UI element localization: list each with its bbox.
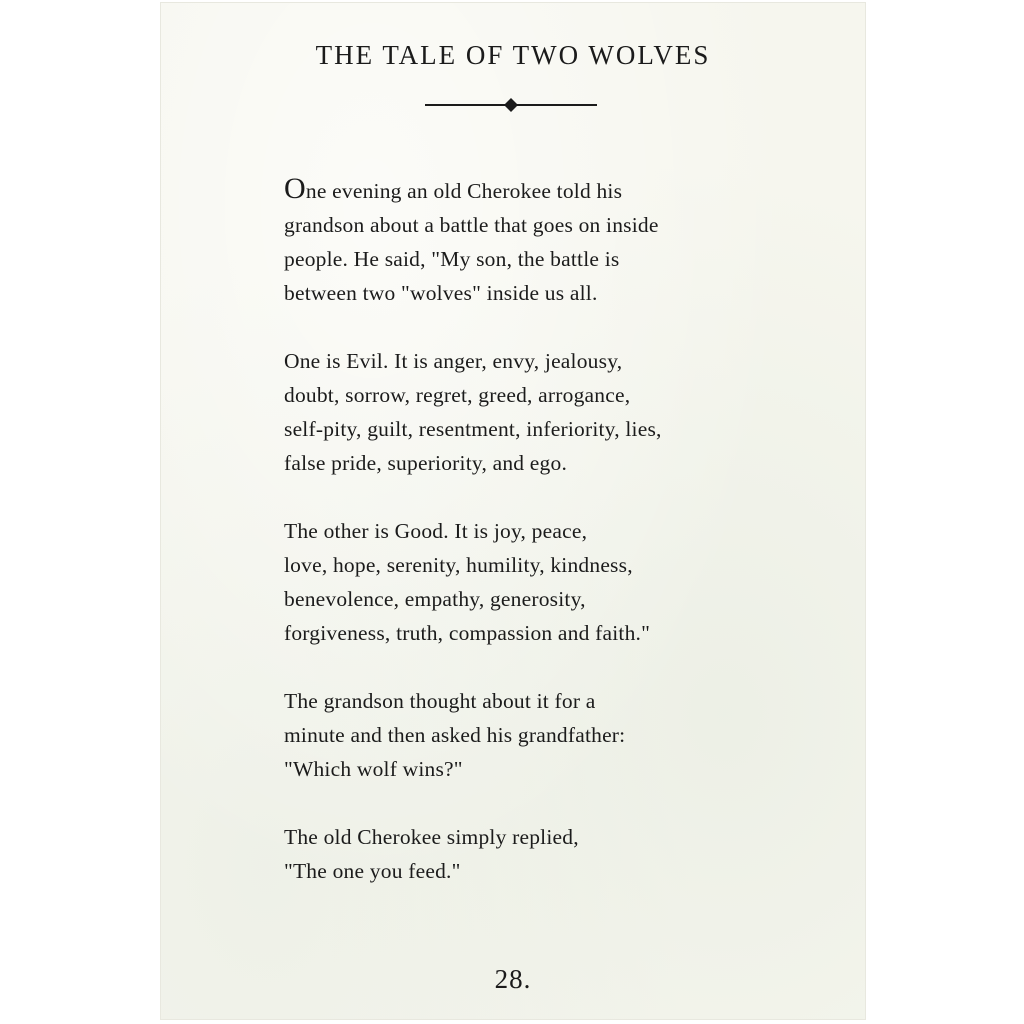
text-line: The other is Good. It is joy, peace, (284, 519, 588, 543)
text-line: One is Evil. It is anger, envy, jealousy, (284, 349, 623, 373)
text-line: benevolence, empathy, generosity, (284, 587, 586, 611)
text-line: minute and then asked his grandfather: (284, 723, 626, 747)
book-page (160, 2, 866, 1020)
text-line: people. He said, "My son, the battle is (284, 247, 620, 271)
text-line: between two "wolves" inside us all. (284, 281, 598, 305)
text-line-content: ne evening an old Cherokee told his (305, 179, 623, 203)
text-line: false pride, superiority, and ego. (284, 451, 568, 475)
text-line: doubt, sorrow, regret, greed, arrogance, (284, 383, 631, 407)
page-title: THE TALE OF TWO WOLVES (315, 40, 711, 70)
text-line: grandson about a battle that goes on inside (284, 213, 659, 237)
text-line: "The one you feed." (284, 859, 461, 883)
text-line: love, hope, serenity, humility, kindness, (284, 553, 633, 577)
paragraph-3 (284, 514, 804, 650)
drop-cap: O (284, 172, 306, 205)
text-line (284, 174, 804, 208)
divider-ornament-icon (425, 97, 597, 113)
page-number: 28. (494, 964, 532, 994)
text-line: "Which wolf wins?" (284, 757, 463, 781)
paragraph-5 (284, 820, 804, 888)
text-line: forgiveness, truth, compassion and faith." (284, 621, 651, 645)
text-line: self-pity, guilt, resentment, inferiority, lies, (284, 417, 662, 441)
paragraph-2 (284, 344, 804, 480)
text-line: The old Cherokee simply replied, (284, 825, 579, 849)
story-text (284, 174, 804, 922)
paragraph-1 (284, 174, 804, 310)
paragraph-4 (284, 684, 804, 786)
text-line: The grandson thought about it for a (284, 689, 596, 713)
